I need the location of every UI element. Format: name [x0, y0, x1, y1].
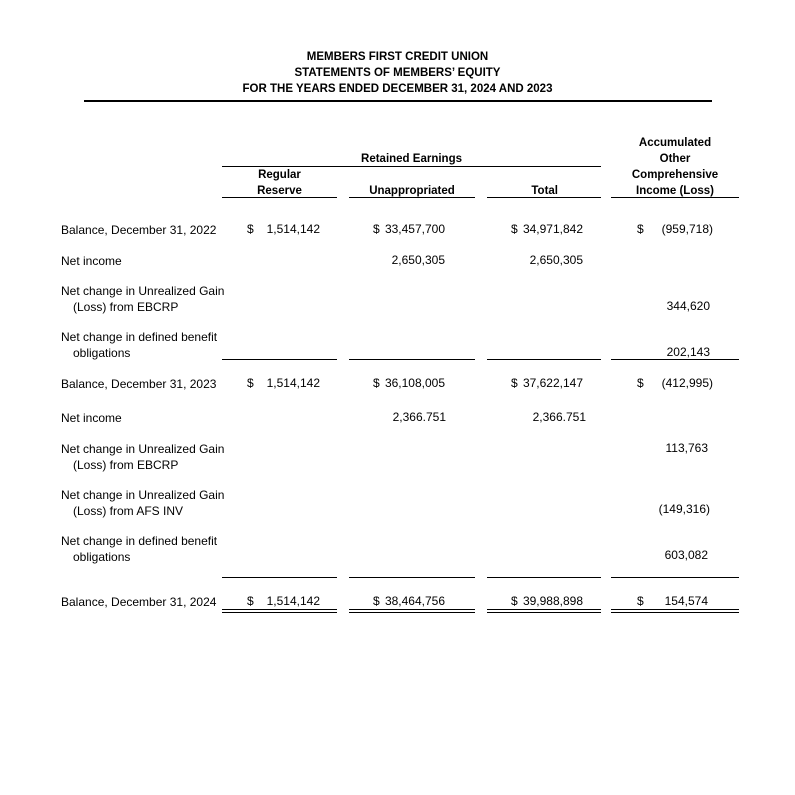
- dollar-sign: $: [247, 594, 254, 608]
- dollar-sign: $: [247, 222, 254, 236]
- cell-total-2023: 37,622,147: [522, 376, 583, 390]
- aoci-header-line4: Income (Loss): [636, 185, 714, 197]
- cell-aoci-2024: 154,574: [664, 594, 708, 608]
- double-underline: [611, 609, 739, 610]
- row-label-balance-2024: Balance, December 31, 2024: [61, 595, 217, 609]
- subtotal-rule: [349, 577, 475, 578]
- title-rule: [84, 100, 712, 102]
- dollar-sign: $: [511, 594, 518, 608]
- double-underline: [222, 609, 337, 610]
- dollar-sign: $: [637, 222, 644, 236]
- row-label-ebcrp-2023: Net change in Unrealized Gain (Loss) from EBCRP: [61, 284, 225, 314]
- aoci-header-line3: Comprehensive: [631, 169, 719, 181]
- double-underline: [349, 609, 475, 610]
- subtotal-rule: [611, 359, 739, 360]
- statement-period: FOR THE YEARS ENDED DECEMBER 31, 2024 AND 2023: [242, 83, 553, 95]
- row-label-dbo-2023: Net change in defined benefit obligations: [61, 330, 218, 360]
- cell-regular-2022: 1,514,142: [266, 222, 320, 236]
- cell-aoci-2023: (412,995): [661, 376, 713, 390]
- subtotal-rule: [222, 359, 337, 360]
- total-header-rule: [487, 197, 601, 198]
- subtotal-rule: [349, 359, 475, 360]
- cell-aoci-2022: (959,718): [661, 222, 713, 236]
- row-label-ebcrp-2024: Net change in Unrealized Gain (Loss) from EBCRP: [61, 442, 225, 472]
- cell-total-2024: 39,988,898: [522, 594, 583, 608]
- aoci-header-line1: Accumulated: [638, 137, 712, 149]
- subtotal-rule: [487, 577, 601, 578]
- cell-unapp-2022: 33,457,700: [384, 222, 445, 236]
- statement-title: STATEMENTS OF MEMBERS’ EQUITY: [294, 67, 501, 79]
- cell-aoci-ebcrp-2023: 344,620: [666, 299, 710, 313]
- cell-aoci-dbo-2023: 202,143: [666, 345, 710, 359]
- double-underline: [222, 612, 337, 613]
- cell-aoci-afs-2024: (149,316): [658, 502, 710, 516]
- row-label-balance-2022: Balance, December 31, 2022: [61, 223, 217, 237]
- double-underline: [349, 612, 475, 613]
- aoci-header-rule: [611, 197, 739, 198]
- subtotal-rule: [487, 359, 601, 360]
- cell-unapp-2023: 36,108,005: [384, 376, 445, 390]
- cell-aoci-ebcrp-2024: 113,763: [665, 441, 708, 455]
- cell-regular-2023: 1,514,142: [266, 376, 320, 390]
- regular-header-rule: [222, 197, 337, 198]
- regular-reserve-header-line1: Regular: [258, 169, 301, 181]
- dollar-sign: $: [637, 376, 644, 390]
- row-label-balance-2023: Balance, December 31, 2023: [61, 377, 217, 391]
- dollar-sign: $: [247, 376, 254, 390]
- double-underline: [487, 612, 601, 613]
- cell-total-ni-2023: 2,650,305: [529, 253, 583, 267]
- dollar-sign: $: [511, 222, 518, 236]
- dollar-sign: $: [373, 376, 380, 390]
- row-label-dbo-2024: Net change in defined benefit obligations: [61, 534, 218, 564]
- row-label-net-income-2024: Net income: [61, 411, 122, 425]
- cell-regular-2024: 1,514,142: [266, 594, 320, 608]
- total-header: Total: [531, 185, 558, 197]
- cell-aoci-dbo-2024: 603,082: [664, 548, 708, 562]
- regular-reserve-header-line2: Reserve: [257, 185, 302, 197]
- aoci-header-line2: Other: [659, 153, 691, 165]
- cell-total-ni-2024: 2,366.751: [532, 410, 586, 424]
- double-underline: [487, 609, 601, 610]
- unappropriated-header-rule: [349, 197, 475, 198]
- dollar-sign: $: [373, 222, 380, 236]
- cell-unapp-ni-2024: 2,366.751: [392, 410, 446, 424]
- row-label-net-income-2023: Net income: [61, 254, 122, 268]
- double-underline: [611, 612, 739, 613]
- retained-earnings-header: Retained Earnings: [361, 153, 462, 165]
- subtotal-rule: [611, 577, 739, 578]
- row-label-afs-2024: Net change in Unrealized Gain (Loss) from AFS INV: [61, 488, 225, 518]
- dollar-sign: $: [511, 376, 518, 390]
- subtotal-rule: [222, 577, 337, 578]
- dollar-sign: $: [637, 594, 644, 608]
- cell-unapp-ni-2023: 2,650,305: [391, 253, 445, 267]
- cell-total-2022: 34,971,842: [522, 222, 583, 236]
- dollar-sign: $: [373, 594, 380, 608]
- statement-company-name: MEMBERS FIRST CREDIT UNION: [306, 51, 489, 63]
- unappropriated-header: Unappropriated: [369, 185, 455, 197]
- cell-unapp-2024: 38,464,756: [384, 594, 445, 608]
